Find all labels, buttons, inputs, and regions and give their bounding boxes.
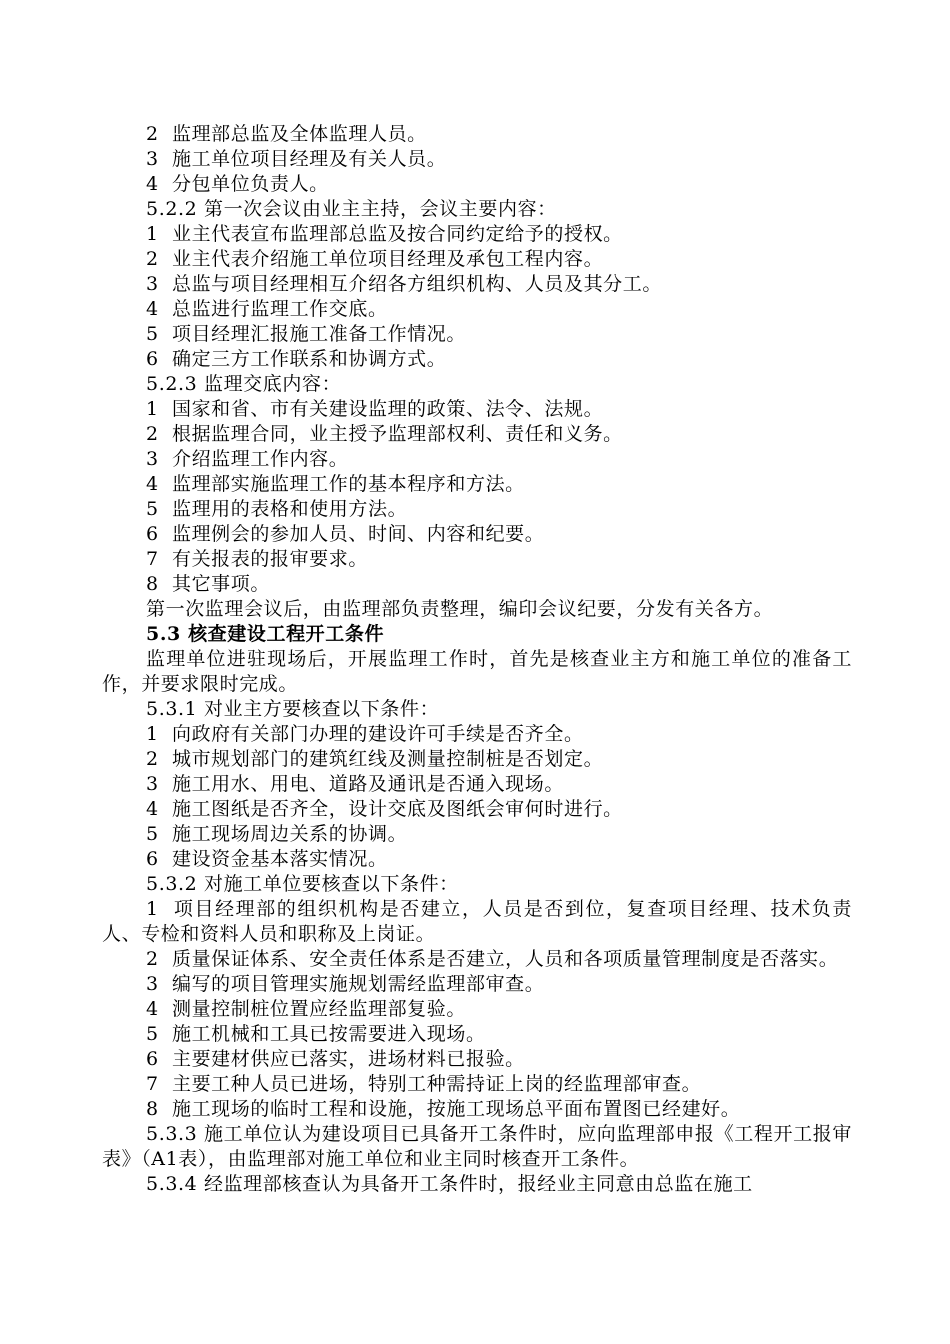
text-line: 2 业主代表介绍施工单位项目经理及承包工程内容。: [146, 248, 604, 270]
text-line: 2 质量保证体系、安全责任体系是否建立，人员和各项质量管理制度是否落实。: [146, 948, 839, 970]
text-line: 5 施工机械和工具已按需要进入现场。: [146, 1023, 486, 1045]
text-line: 2 城市规划部门的建筑红线及测量控制桩是否划定。: [146, 748, 604, 770]
text-line: 4 总监进行监理工作交底。: [146, 298, 388, 320]
text-line: 6 建设资金基本落实情况。: [146, 848, 388, 870]
text-line: 5 项目经理汇报施工准备工作情况。: [146, 323, 466, 345]
text-line: 5.3.4 经监理部核查认为具备开工条件时，报经业主同意由总监在施工: [146, 1173, 753, 1195]
text-line: 7 主要工种人员已进场，特别工种需持证上岗的经监理部审查。: [146, 1073, 702, 1095]
text-line: 监理单位进驻现场后，开展监理工作时，首先是核查业主方和施工单位的准备工作，并要求限时完成。: [102, 648, 852, 695]
text-line: 2 监理部总监及全体监理人员。: [146, 123, 427, 145]
text-line: 6 确定三方工作联系和协调方式。: [146, 348, 447, 370]
text-line: 4 施工图纸是否齐全，设计交底及图纸会审何时进行。: [146, 798, 623, 820]
section-heading: 5.3 核查建设工程开工条件: [146, 623, 385, 645]
text-line: 5 施工现场周边关系的协调。: [146, 823, 408, 845]
text-line: 5 监理用的表格和使用方法。: [146, 498, 408, 520]
text-line: 5.3.3 施工单位认为建设项目已具备开工条件时，应向监理部申报《工程开工报审表》（A1表），由监理部对施工单位和业主同时核查开工条件。: [102, 1123, 852, 1170]
text-line: 2 根据监理合同，业主授予监理部权利、责任和义务。: [146, 423, 623, 445]
text-line: 3 施工单位项目经理及有关人员。: [146, 148, 447, 170]
text-line: 3 施工用水、用电、道路及通讯是否通入现场。: [146, 773, 564, 795]
text-line: 3 总监与项目经理相互介绍各方组织机构、人员及其分工。: [146, 273, 662, 295]
text-line: 1 向政府有关部门办理的建设许可手续是否齐全。: [146, 723, 584, 745]
text-line: 1 项目经理部的组织机构是否建立，人员是否到位，复查项目经理、技术负责人、专检和资料人员和职称及上岗证。: [102, 898, 852, 945]
text-line: 5.3.1 对业主方要核查以下条件：: [146, 698, 440, 720]
text-line: 1 国家和省、市有关建设监理的政策、法令、法规。: [146, 398, 604, 420]
text-line: 3 编写的项目管理实施规划需经监理部审查。: [146, 973, 545, 995]
text-line: 7 有关报表的报审要求。: [146, 548, 368, 570]
text-line: 4 分包单位负责人。: [146, 173, 329, 195]
text-line: 6 主要建材供应已落实，进场材料已报验。: [146, 1048, 525, 1070]
text-line: 4 监理部实施监理工作的基本程序和方法。: [146, 473, 525, 495]
text-line: 8 其它事项。: [146, 573, 270, 595]
text-line: 3 介绍监理工作内容。: [146, 448, 349, 470]
text-line: 8 施工现场的临时工程和设施，按施工现场总平面布置图已经建好。: [146, 1098, 741, 1120]
text-line: 5.2.3 监理交底内容：: [146, 373, 342, 395]
text-line: 1 业主代表宣布监理部总监及按合同约定给予的授权。: [146, 223, 623, 245]
text-line: 4 测量控制桩位置应经监理部复验。: [146, 998, 466, 1020]
document-page: [102, 122, 852, 1197]
text-line: 第一次监理会议后，由监理部负责整理，编印会议纪要，分发有关各方。: [146, 598, 774, 620]
text-line: 5.2.2 第一次会议由业主主持，会议主要内容：: [146, 198, 557, 220]
text-line: 5.3.2 对施工单位要核查以下条件：: [146, 873, 459, 895]
text-line: 6 监理例会的参加人员、时间、内容和纪要。: [146, 523, 545, 545]
